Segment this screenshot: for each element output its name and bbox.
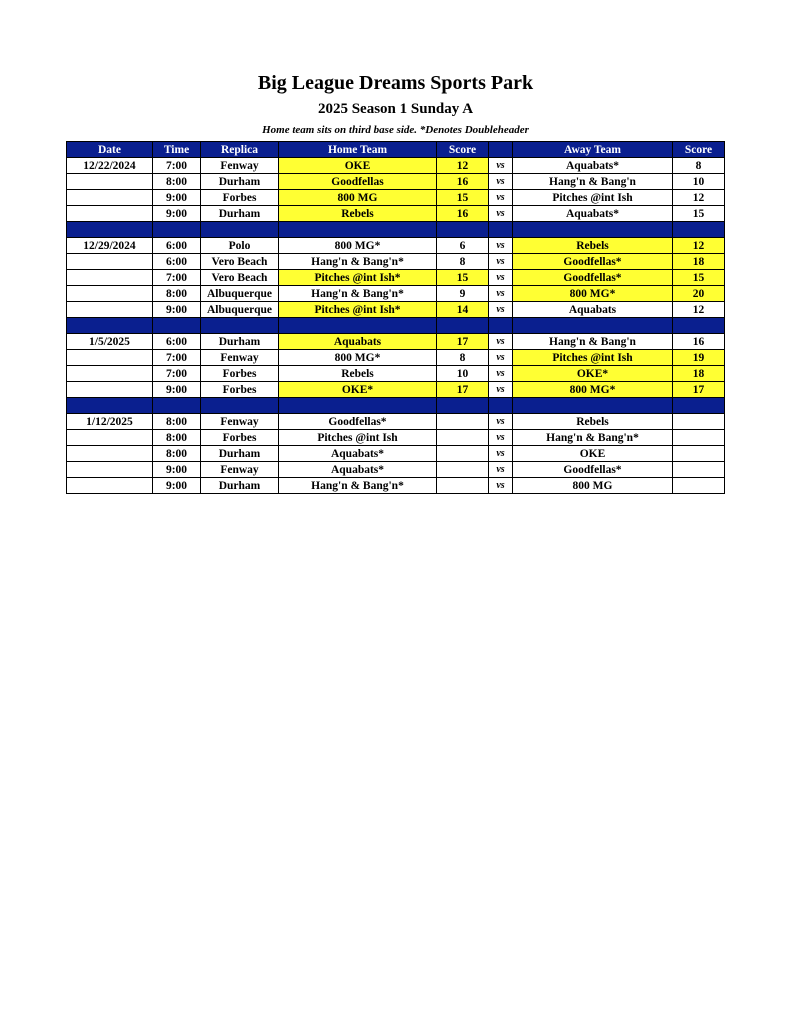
- home-team-cell: Pitches @int Ish*: [279, 270, 437, 286]
- vs-cell: vs: [489, 174, 513, 190]
- home-score-cell: [437, 414, 489, 430]
- table-row: [67, 286, 725, 302]
- separator-cell: [673, 222, 725, 238]
- date-cell: 12/29/2024: [67, 238, 153, 254]
- date-cell: [67, 206, 153, 222]
- date-cell: [67, 462, 153, 478]
- away-score-cell: 16: [673, 334, 725, 350]
- replica-cell: Vero Beach: [201, 270, 279, 286]
- time-cell: 6:00: [153, 238, 201, 254]
- away-team-cell: Pitches @int Ish: [513, 350, 673, 366]
- time-cell: 8:00: [153, 430, 201, 446]
- away-score-cell: 19: [673, 350, 725, 366]
- home-score-cell: 9: [437, 286, 489, 302]
- separator-cell: [489, 222, 513, 238]
- home-team-cell: Pitches @int Ish*: [279, 302, 437, 318]
- away-team-cell: Pitches @int Ish: [513, 190, 673, 206]
- time-cell: 9:00: [153, 190, 201, 206]
- time-cell: 9:00: [153, 206, 201, 222]
- vs-cell: vs: [489, 382, 513, 398]
- vs-cell: vs: [489, 414, 513, 430]
- home-score-cell: 8: [437, 254, 489, 270]
- time-cell: 9:00: [153, 462, 201, 478]
- separator-cell: [513, 222, 673, 238]
- away-team-cell: 800 MG*: [513, 286, 673, 302]
- time-cell: 8:00: [153, 414, 201, 430]
- date-cell: [67, 366, 153, 382]
- away-team-cell: Aquabats: [513, 302, 673, 318]
- home-team-cell: Hang'n & Bang'n*: [279, 254, 437, 270]
- replica-cell: Albuquerque: [201, 302, 279, 318]
- separator-cell: [437, 318, 489, 334]
- home-team-cell: Hang'n & Bang'n*: [279, 286, 437, 302]
- away-team-cell: OKE*: [513, 366, 673, 382]
- away-team-cell: OKE: [513, 446, 673, 462]
- home-team-cell: OKE: [279, 158, 437, 174]
- week-separator: [67, 318, 725, 334]
- time-cell: 6:00: [153, 334, 201, 350]
- home-team-cell: Aquabats: [279, 334, 437, 350]
- header-date: Date: [67, 142, 153, 158]
- home-team-cell: OKE*: [279, 382, 437, 398]
- table-row: [67, 462, 725, 478]
- table-row: [67, 270, 725, 286]
- vs-cell: vs: [489, 206, 513, 222]
- home-score-cell: 15: [437, 190, 489, 206]
- replica-cell: Polo: [201, 238, 279, 254]
- away-score-cell: 8: [673, 158, 725, 174]
- separator-cell: [67, 318, 153, 334]
- date-cell: [67, 350, 153, 366]
- replica-cell: Forbes: [201, 430, 279, 446]
- home-score-cell: [437, 462, 489, 478]
- separator-cell: [67, 398, 153, 414]
- table-row: [67, 414, 725, 430]
- table-row: [67, 174, 725, 190]
- vs-cell: vs: [489, 270, 513, 286]
- away-team-cell: Hang'n & Bang'n*: [513, 430, 673, 446]
- away-team-cell: Hang'n & Bang'n: [513, 334, 673, 350]
- away-score-cell: 15: [673, 206, 725, 222]
- table-row: [67, 158, 725, 174]
- separator-cell: [489, 398, 513, 414]
- separator-cell: [437, 222, 489, 238]
- away-team-cell: Aquabats*: [513, 158, 673, 174]
- table-row: [67, 446, 725, 462]
- date-cell: [67, 286, 153, 302]
- away-team-cell: Goodfellas*: [513, 254, 673, 270]
- home-score-cell: [437, 446, 489, 462]
- doubleheader-note: Home team sits on third base side. *Denotes Doubleheader: [262, 124, 529, 136]
- date-cell: [67, 254, 153, 270]
- away-team-cell: Rebels: [513, 238, 673, 254]
- away-score-cell: 17: [673, 382, 725, 398]
- home-score-cell: 8: [437, 350, 489, 366]
- separator-cell: [513, 398, 673, 414]
- separator-cell: [201, 318, 279, 334]
- away-team-cell: Aquabats*: [513, 206, 673, 222]
- away-score-cell: [673, 462, 725, 478]
- away-score-cell: 12: [673, 190, 725, 206]
- home-team-cell: Aquabats*: [279, 462, 437, 478]
- away-score-cell: 18: [673, 254, 725, 270]
- away-team-cell: Hang'n & Bang'n: [513, 174, 673, 190]
- time-cell: 7:00: [153, 366, 201, 382]
- home-score-cell: 17: [437, 382, 489, 398]
- replica-cell: Forbes: [201, 382, 279, 398]
- home-score-cell: 16: [437, 206, 489, 222]
- vs-cell: vs: [489, 286, 513, 302]
- time-cell: 7:00: [153, 270, 201, 286]
- time-cell: 9:00: [153, 382, 201, 398]
- header-home-team: Home Team: [279, 142, 437, 158]
- table-row: [67, 190, 725, 206]
- separator-cell: [673, 318, 725, 334]
- away-score-cell: 15: [673, 270, 725, 286]
- replica-cell: Durham: [201, 174, 279, 190]
- date-cell: 1/12/2025: [67, 414, 153, 430]
- replica-cell: Albuquerque: [201, 286, 279, 302]
- home-score-cell: 15: [437, 270, 489, 286]
- vs-cell: vs: [489, 366, 513, 382]
- header-replica: Replica: [201, 142, 279, 158]
- away-score-cell: [673, 446, 725, 462]
- separator-cell: [279, 398, 437, 414]
- vs-cell: vs: [489, 238, 513, 254]
- vs-cell: vs: [489, 462, 513, 478]
- separator-cell: [153, 318, 201, 334]
- replica-cell: Forbes: [201, 366, 279, 382]
- replica-cell: Fenway: [201, 414, 279, 430]
- date-cell: [67, 478, 153, 494]
- time-cell: 7:00: [153, 350, 201, 366]
- home-score-cell: 17: [437, 334, 489, 350]
- home-team-cell: Pitches @int Ish: [279, 430, 437, 446]
- vs-cell: vs: [489, 302, 513, 318]
- time-cell: 7:00: [153, 158, 201, 174]
- home-score-cell: 12: [437, 158, 489, 174]
- separator-cell: [437, 398, 489, 414]
- away-team-cell: 800 MG*: [513, 382, 673, 398]
- away-team-cell: Goodfellas*: [513, 270, 673, 286]
- time-cell: 9:00: [153, 302, 201, 318]
- vs-cell: vs: [489, 446, 513, 462]
- away-team-cell: Rebels: [513, 414, 673, 430]
- away-score-cell: [673, 478, 725, 494]
- header-home-score: Score: [437, 142, 489, 158]
- vs-cell: vs: [489, 334, 513, 350]
- vs-cell: vs: [489, 158, 513, 174]
- table-row: [67, 302, 725, 318]
- schedule-table: [66, 141, 725, 494]
- schedule-body: [67, 158, 725, 494]
- vs-cell: vs: [489, 190, 513, 206]
- away-score-cell: 12: [673, 238, 725, 254]
- date-cell: [67, 270, 153, 286]
- table-row: [67, 334, 725, 350]
- home-team-cell: Hang'n & Bang'n*: [279, 478, 437, 494]
- header-away-team: Away Team: [513, 142, 673, 158]
- away-team-cell: Goodfellas*: [513, 462, 673, 478]
- home-score-cell: 6: [437, 238, 489, 254]
- replica-cell: Durham: [201, 446, 279, 462]
- header-vs: [489, 142, 513, 158]
- separator-cell: [673, 398, 725, 414]
- date-cell: 12/22/2024: [67, 158, 153, 174]
- replica-cell: Fenway: [201, 462, 279, 478]
- away-score-cell: [673, 414, 725, 430]
- date-cell: [67, 190, 153, 206]
- separator-cell: [279, 222, 437, 238]
- home-team-cell: Rebels: [279, 366, 437, 382]
- header-row: [67, 142, 725, 158]
- separator-cell: [279, 318, 437, 334]
- week-separator: [67, 222, 725, 238]
- date-cell: [67, 302, 153, 318]
- home-team-cell: Goodfellas*: [279, 414, 437, 430]
- home-team-cell: Aquabats*: [279, 446, 437, 462]
- separator-cell: [67, 222, 153, 238]
- table-row: [67, 430, 725, 446]
- away-team-cell: 800 MG: [513, 478, 673, 494]
- date-cell: [67, 382, 153, 398]
- vs-cell: vs: [489, 478, 513, 494]
- table-row: [67, 350, 725, 366]
- date-cell: 1/5/2025: [67, 334, 153, 350]
- home-team-cell: Goodfellas: [279, 174, 437, 190]
- page-title: Big League Dreams Sports Park: [257, 72, 534, 94]
- page-subtitle: 2025 Season 1 Sunday A: [317, 101, 474, 117]
- replica-cell: Durham: [201, 334, 279, 350]
- time-cell: 8:00: [153, 174, 201, 190]
- home-team-cell: Rebels: [279, 206, 437, 222]
- separator-cell: [153, 398, 201, 414]
- header-away-score: Score: [673, 142, 725, 158]
- header-time: Time: [153, 142, 201, 158]
- separator-cell: [201, 398, 279, 414]
- home-score-cell: 10: [437, 366, 489, 382]
- separator-cell: [489, 318, 513, 334]
- date-cell: [67, 446, 153, 462]
- vs-cell: vs: [489, 430, 513, 446]
- table-row: [67, 382, 725, 398]
- replica-cell: Fenway: [201, 158, 279, 174]
- away-score-cell: [673, 430, 725, 446]
- home-team-cell: 800 MG*: [279, 350, 437, 366]
- replica-cell: Fenway: [201, 350, 279, 366]
- home-score-cell: [437, 430, 489, 446]
- away-score-cell: 10: [673, 174, 725, 190]
- table-row: [67, 366, 725, 382]
- separator-cell: [201, 222, 279, 238]
- separator-cell: [153, 222, 201, 238]
- away-score-cell: 18: [673, 366, 725, 382]
- home-score-cell: 16: [437, 174, 489, 190]
- table-row: [67, 238, 725, 254]
- home-team-cell: 800 MG*: [279, 238, 437, 254]
- away-score-cell: 20: [673, 286, 725, 302]
- time-cell: 9:00: [153, 478, 201, 494]
- home-score-cell: [437, 478, 489, 494]
- time-cell: 8:00: [153, 446, 201, 462]
- time-cell: 8:00: [153, 286, 201, 302]
- table-row: [67, 478, 725, 494]
- vs-cell: vs: [489, 254, 513, 270]
- replica-cell: Forbes: [201, 190, 279, 206]
- table-row: [67, 254, 725, 270]
- date-cell: [67, 174, 153, 190]
- replica-cell: Vero Beach: [201, 254, 279, 270]
- home-score-cell: 14: [437, 302, 489, 318]
- vs-cell: vs: [489, 350, 513, 366]
- replica-cell: Durham: [201, 478, 279, 494]
- replica-cell: Durham: [201, 206, 279, 222]
- home-team-cell: 800 MG: [279, 190, 437, 206]
- time-cell: 6:00: [153, 254, 201, 270]
- date-cell: [67, 430, 153, 446]
- table-row: [67, 206, 725, 222]
- week-separator: [67, 398, 725, 414]
- away-score-cell: 12: [673, 302, 725, 318]
- separator-cell: [513, 318, 673, 334]
